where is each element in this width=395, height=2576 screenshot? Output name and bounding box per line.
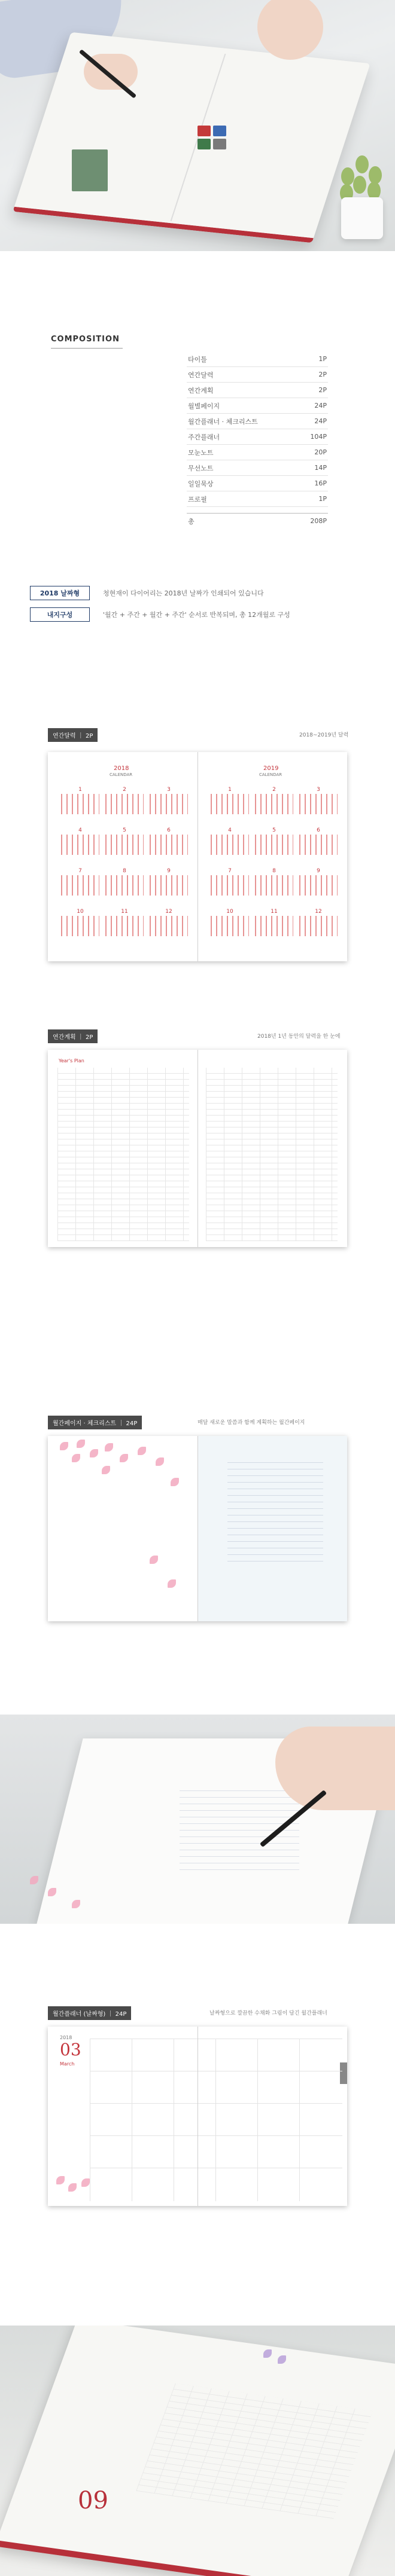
mini-month-number: 7 bbox=[78, 868, 82, 874]
plant-pot bbox=[341, 197, 383, 239]
hand-right bbox=[257, 0, 323, 60]
planner-day-cell bbox=[215, 2103, 259, 2137]
planner-day-cell bbox=[257, 2103, 300, 2137]
monthly-planner-spread bbox=[48, 2027, 347, 2206]
planner-day-cell bbox=[257, 2071, 300, 2104]
composition-item-pages: 1P bbox=[318, 495, 327, 503]
planner-day-cell bbox=[299, 2135, 342, 2169]
mini-month-days bbox=[61, 875, 99, 896]
mini-month bbox=[105, 787, 144, 814]
mini-month bbox=[255, 827, 293, 855]
composition-row bbox=[187, 367, 328, 383]
planner-day-cell bbox=[174, 2103, 217, 2137]
tab-annual-calendar: 연간달력 ｜ 2P bbox=[48, 728, 98, 742]
planner-day-cell bbox=[215, 2168, 259, 2201]
planner-day-cell bbox=[90, 2168, 133, 2201]
mini-month bbox=[255, 868, 293, 896]
composition-item-name: 연간달력 bbox=[188, 371, 214, 379]
photo-month-number: 09 bbox=[78, 2487, 108, 2514]
subtitle-left: CALENDAR bbox=[110, 772, 133, 777]
planner-day-cell bbox=[174, 2039, 217, 2072]
composition-item-name: 타이틀 bbox=[188, 355, 207, 363]
composition-item-pages: 1P bbox=[318, 355, 327, 363]
composition-item-pages: 16P bbox=[314, 479, 327, 487]
total-pages: 208P bbox=[310, 517, 327, 525]
tab-annual-plan: 연간계획 ｜ 2P bbox=[48, 1029, 98, 1043]
planner-day-cell bbox=[299, 2168, 342, 2201]
caption-monthly-page: 매달 새로운 말씀과 함께 계획하는 월간페이지 bbox=[198, 1420, 305, 1426]
planner-day-cell bbox=[257, 2168, 300, 2201]
mini-month-days bbox=[255, 835, 293, 855]
mini-month-number: 9 bbox=[317, 868, 320, 874]
feature-notes bbox=[0, 586, 395, 634]
composition-row bbox=[187, 491, 328, 507]
plan-title: Year's Plan bbox=[59, 1058, 84, 1064]
swatch-red bbox=[198, 126, 211, 136]
planner-day-cell bbox=[132, 2135, 175, 2169]
watercolor-petals bbox=[48, 1436, 198, 1621]
planner-day-cell bbox=[299, 2071, 342, 2104]
feature-date bbox=[30, 586, 264, 600]
mini-month bbox=[61, 868, 99, 896]
mini-month bbox=[299, 827, 338, 855]
mini-month-number: 1 bbox=[78, 787, 82, 793]
badge-date-type: 2018 날짜형 bbox=[30, 586, 90, 600]
composition-item-name: 연간계획 bbox=[188, 386, 214, 395]
composition-row bbox=[187, 398, 328, 414]
mini-month-number: 9 bbox=[167, 868, 171, 874]
mini-month-days bbox=[299, 794, 338, 814]
mini-month-number: 1 bbox=[228, 787, 232, 793]
succulent-plant bbox=[335, 149, 389, 203]
feature-date-text: 청현재이 다이어리는 2018년 날짜가 인쇄되어 있습니다 bbox=[103, 589, 264, 597]
mini-month-days bbox=[211, 916, 249, 936]
planner-year: 2018 bbox=[60, 2035, 72, 2040]
composition-item-name: 월별페이지 bbox=[188, 402, 220, 410]
tab-monthly-planner: 월간플래너 (날짜형) ｜ 24P bbox=[48, 2006, 131, 2020]
mini-month-days bbox=[105, 835, 144, 855]
planner-day-cell bbox=[90, 2135, 133, 2169]
swatch-green bbox=[198, 139, 211, 149]
subtitle-right: CALENDAR bbox=[259, 772, 282, 777]
composition-item-name: 주간플래너 bbox=[188, 433, 220, 441]
mini-month bbox=[105, 868, 144, 896]
planner-day-cell bbox=[90, 2071, 133, 2104]
planner-day-cell bbox=[257, 2135, 300, 2169]
mini-month bbox=[150, 909, 188, 936]
mini-month-number: 4 bbox=[78, 827, 82, 833]
mini-month-number: 12 bbox=[315, 909, 322, 915]
plan-grid-left bbox=[57, 1068, 189, 1241]
composition-list bbox=[187, 352, 328, 528]
composition-title: COMPOSITION bbox=[51, 335, 120, 344]
mini-month bbox=[150, 787, 188, 814]
monthly-page-spread bbox=[48, 1436, 347, 1621]
mini-month-number: 2 bbox=[272, 787, 276, 793]
planner-day-cell bbox=[132, 2103, 175, 2137]
planner-day-cell bbox=[299, 2039, 342, 2072]
mini-month bbox=[211, 827, 249, 855]
composition-row bbox=[187, 476, 328, 491]
composition-item-name: 일일묵상 bbox=[188, 479, 214, 488]
mini-month-number: 5 bbox=[272, 827, 276, 833]
composition-item-pages: 24P bbox=[314, 417, 327, 425]
mini-month-days bbox=[150, 875, 188, 896]
title-rule bbox=[51, 348, 123, 349]
composition-row bbox=[187, 429, 328, 445]
mini-month bbox=[255, 787, 293, 814]
feature-structure-text: '월간 + 주간 + 월간 + 주간' 순서로 반복되며, 총 12개월로 구성 bbox=[103, 611, 290, 619]
composition-item-name: 모눈노트 bbox=[188, 448, 214, 457]
caption-annual-plan: 2018년 1년 동안의 달력을 한 눈에 bbox=[257, 1034, 341, 1040]
mini-month-number: 10 bbox=[77, 909, 84, 915]
composition-item-pages: 14P bbox=[314, 464, 327, 472]
planner-month-name: March bbox=[60, 2061, 75, 2067]
planner-day-cell bbox=[90, 2039, 133, 2072]
planner-photo bbox=[0, 2326, 395, 2576]
planner-day-cell bbox=[132, 2039, 175, 2072]
composition-item-pages: 2P bbox=[318, 386, 327, 394]
year-left: 2018 bbox=[114, 765, 129, 772]
mini-month-days bbox=[211, 875, 249, 896]
mini-month bbox=[255, 909, 293, 936]
planner-day-cell bbox=[215, 2039, 259, 2072]
badge-structure: 내지구성 bbox=[30, 607, 90, 622]
writing-hand bbox=[275, 1726, 395, 1810]
composition-item-pages: 104P bbox=[310, 433, 327, 441]
photo-lilac-petals bbox=[263, 2349, 335, 2385]
composition-total bbox=[187, 513, 328, 528]
planner-day-cell bbox=[174, 2135, 217, 2169]
mini-month-number: 7 bbox=[228, 868, 232, 874]
mini-month-days bbox=[150, 835, 188, 855]
mini-month bbox=[61, 909, 99, 936]
mini-month-days bbox=[299, 875, 338, 896]
annual-plan-spread bbox=[48, 1050, 347, 1247]
mini-month-number: 11 bbox=[271, 909, 278, 915]
composition-item-pages: 2P bbox=[318, 371, 327, 378]
mini-month bbox=[150, 868, 188, 896]
mini-month-number: 6 bbox=[317, 827, 320, 833]
composition-item-name: 월간플래너 · 체크리스트 bbox=[188, 417, 258, 426]
mini-month-days bbox=[211, 835, 249, 855]
mini-month bbox=[211, 868, 249, 896]
mini-month-days bbox=[61, 916, 99, 936]
planner-day-cell bbox=[215, 2135, 259, 2169]
mini-month-number: 4 bbox=[228, 827, 232, 833]
mini-month-number: 3 bbox=[317, 787, 320, 793]
mini-month-days bbox=[255, 794, 293, 814]
mini-month bbox=[105, 827, 144, 855]
mini-month bbox=[211, 909, 249, 936]
caption-annual-calendar: 2018~2019년 달력 bbox=[299, 732, 349, 738]
composition-item-name: 프로필 bbox=[188, 495, 207, 503]
writing-photo bbox=[0, 1715, 395, 1924]
photo-thumbnail bbox=[72, 149, 108, 191]
total-label: 총 bbox=[188, 517, 195, 525]
mini-month bbox=[299, 787, 338, 814]
mini-month bbox=[105, 909, 144, 936]
mini-month-days bbox=[255, 875, 293, 896]
mini-month-number: 2 bbox=[123, 787, 126, 793]
mini-month bbox=[299, 868, 338, 896]
mini-month bbox=[61, 787, 99, 814]
mini-month-number: 8 bbox=[123, 868, 126, 874]
composition-item-pages: 24P bbox=[314, 402, 327, 410]
swatch-blue bbox=[213, 126, 226, 136]
mini-month bbox=[150, 827, 188, 855]
composition-row bbox=[187, 352, 328, 367]
diary-book bbox=[13, 32, 370, 243]
mini-month-days bbox=[299, 916, 338, 936]
caption-monthly-planner: 날짜형으로 깔끔한 수채화 그림이 담긴 월간플래너 bbox=[209, 2010, 327, 2016]
mini-month bbox=[61, 827, 99, 855]
planner-day-cell bbox=[174, 2168, 217, 2201]
composition-row bbox=[187, 460, 328, 476]
planner-day-cell bbox=[132, 2168, 175, 2201]
photo-petals bbox=[24, 1870, 96, 1918]
mini-month-days bbox=[150, 794, 188, 814]
planner-day-cell bbox=[257, 2039, 300, 2072]
planner-day-cell bbox=[90, 2103, 133, 2137]
hero-photo bbox=[0, 0, 395, 251]
mini-month bbox=[299, 909, 338, 936]
mini-month-days bbox=[105, 875, 144, 896]
planner-day-cell bbox=[174, 2071, 217, 2104]
mini-month-days bbox=[211, 794, 249, 814]
mini-month-number: 11 bbox=[121, 909, 128, 915]
composition-row bbox=[187, 445, 328, 460]
mini-month-days bbox=[255, 916, 293, 936]
year-right: 2019 bbox=[263, 765, 279, 772]
composition-row bbox=[187, 414, 328, 429]
composition-item-pages: 20P bbox=[314, 448, 327, 456]
planner-day-cell bbox=[215, 2071, 259, 2104]
mini-month-days bbox=[61, 835, 99, 855]
composition-section bbox=[0, 323, 395, 562]
mini-month-days bbox=[150, 916, 188, 936]
annual-calendar-spread bbox=[48, 752, 347, 961]
tab-monthly-page: 월간페이지 · 체크리스트 ｜ 24P bbox=[48, 1416, 142, 1429]
mini-month-days bbox=[299, 835, 338, 855]
composition-item-name: 무선노트 bbox=[188, 464, 214, 472]
checklist-page-tint bbox=[198, 1436, 347, 1621]
feature-structure bbox=[30, 607, 290, 622]
planner-day-cell bbox=[299, 2103, 342, 2137]
swatch-grey bbox=[213, 139, 226, 149]
mini-month-number: 6 bbox=[167, 827, 171, 833]
planner-month-number: 03 bbox=[60, 2040, 81, 2059]
mini-month-days bbox=[105, 916, 144, 936]
planner-day-cell bbox=[132, 2071, 175, 2104]
mini-month bbox=[211, 787, 249, 814]
composition-row bbox=[187, 383, 328, 398]
mini-month-number: 8 bbox=[272, 868, 276, 874]
mini-month-number: 10 bbox=[226, 909, 233, 915]
mini-month-number: 3 bbox=[167, 787, 171, 793]
mini-month-number: 12 bbox=[165, 909, 172, 915]
plan-grid-right bbox=[206, 1068, 338, 1241]
mini-month-number: 5 bbox=[123, 827, 126, 833]
mini-month-days bbox=[105, 794, 144, 814]
mini-month-days bbox=[61, 794, 99, 814]
